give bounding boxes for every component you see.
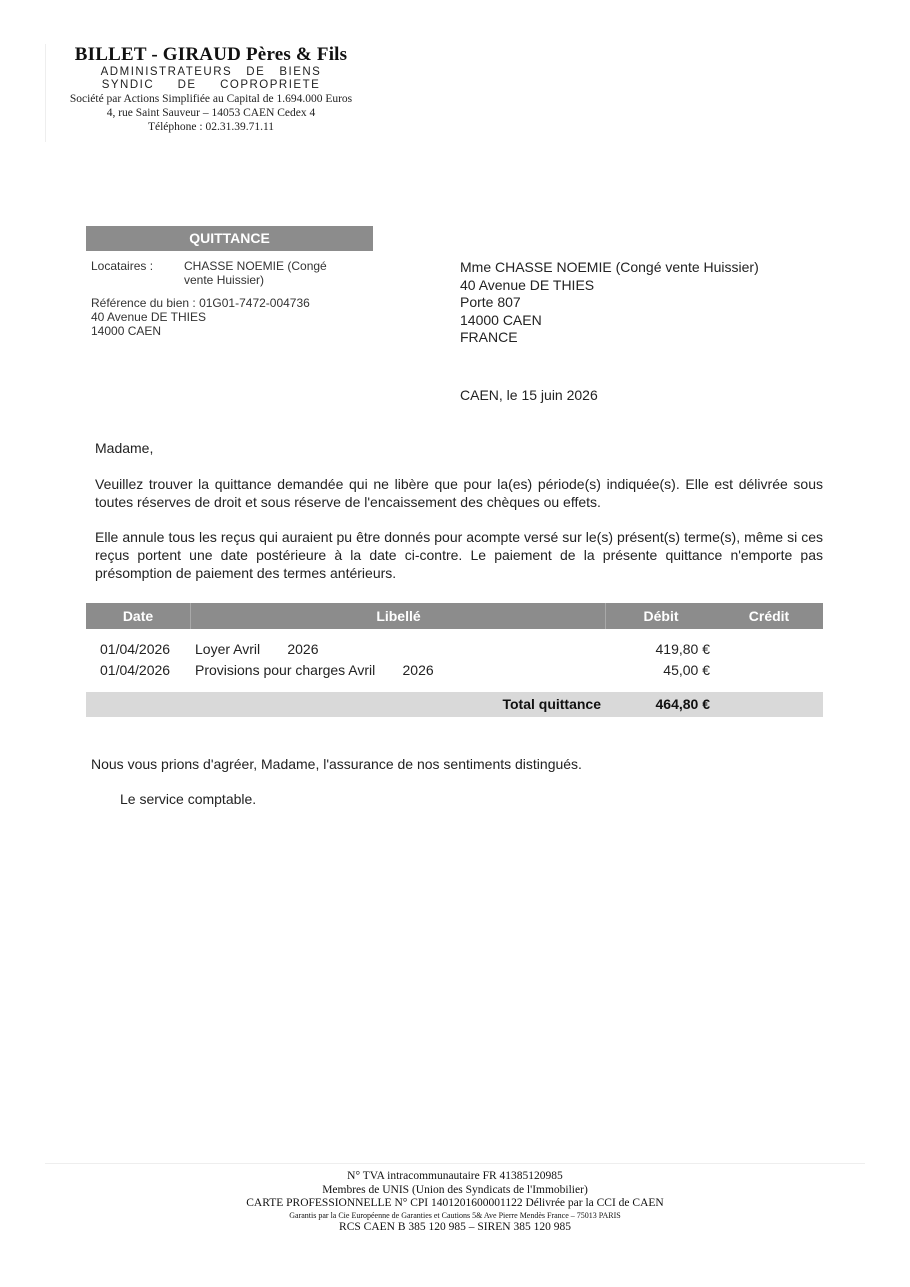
- footer-membership: Membres de UNIS (Union des Syndicats de l'Immobilier): [322, 1183, 588, 1196]
- row-libelle: Provisions pour charges Avril 2026: [195, 662, 434, 678]
- property-ref-line: Référence du bien : 01G01-7472-004736: [91, 296, 310, 310]
- column-header-libelle: Libellé: [190, 603, 606, 629]
- recipient-street: 40 Avenue DE THIES: [460, 276, 595, 293]
- total-label: Total quittance: [502, 696, 601, 712]
- company-phone: Téléphone : 02.31.39.71.11: [147, 121, 275, 133]
- letter-date: CAEN, le 15 juin 2026: [460, 387, 598, 403]
- row-debit: 419,80 €: [655, 641, 710, 657]
- recipient-city: 14000 CAEN: [460, 311, 542, 328]
- total-amount: 464,80 €: [655, 696, 710, 712]
- property-street: 40 Avenue DE THIES: [91, 310, 206, 324]
- column-header-credit: Crédit: [748, 608, 790, 624]
- signoff: Le service comptable.: [120, 791, 257, 807]
- table-header: [86, 603, 823, 629]
- row-date: 01/04/2026: [100, 641, 171, 657]
- recipient-unit: Porte 807: [460, 294, 521, 310]
- paragraph-2: Elle annule tous les reçus qui auraient pu être donnés pour acompte versé sur le(s) présent(s) terme(s), même si ces reçus portent une date postérieure à la date ci-contre. Le paiement de la présente quittance n'emporte pas présomption de paiement des termes antérieurs.: [95, 529, 823, 581]
- paragraph-1: Veuillez trouver la quittance demandée qui ne libère que pour la(es) période(s) indiquée(s). Elle est délivrée sous toutes réserves de droit et sous réserve de l'encaissement des chèques ou effets.: [95, 476, 823, 510]
- closing-text: Nous vous prions d'agréer, Madame, l'assurance de nos sentiments distingués.: [91, 756, 582, 772]
- footer-license: CARTE PROFESSIONNELLE N° CPI 1401201600001122 Délivrée par la CCI de CAEN: [246, 1197, 664, 1209]
- quittance-title: QUITTANCE: [86, 226, 373, 251]
- footer-guarantee: Garantis par la Cie Européenne de Garanties et Cautions 5& Ave Pierre Mendès France – 75013 PARIS: [289, 1210, 621, 1220]
- tenant-name: CHASSE NOEMIE (Congé vente Huissier): [184, 259, 327, 287]
- footer-vat: N° TVA intracommunautaire FR 41385120985: [347, 1170, 563, 1182]
- table-row: [86, 662, 823, 682]
- company-role-2: SYNDIC DE COPROPRIETE: [101, 79, 321, 91]
- row-debit: 45,00 €: [663, 662, 710, 678]
- company-address: 4, rue Saint Sauveur – 14053 CAEN Cedex 4: [106, 107, 316, 119]
- property-city: 14000 CAEN: [91, 324, 162, 338]
- footer-rcs: RCS CAEN B 385 120 985 – SIREN 385 120 985: [339, 1220, 571, 1233]
- column-header-date: Date: [122, 608, 154, 624]
- company-header: [45, 44, 376, 142]
- column-header-debit: Débit: [605, 603, 716, 629]
- tenant-label: Locataires :: [91, 259, 154, 273]
- recipient-name: Mme CHASSE NOEMIE (Congé vente Huissier): [460, 259, 759, 275]
- table-row: [86, 641, 823, 661]
- property-reference: [91, 296, 310, 338]
- recipient-address: [460, 259, 759, 347]
- row-date: 01/04/2026: [100, 662, 171, 678]
- footer: [45, 1163, 865, 1234]
- salutation: Madame,: [95, 440, 154, 456]
- recipient-country: FRANCE: [460, 329, 518, 345]
- company-role-1: ADMINISTRATEURS DE BIENS: [100, 66, 322, 78]
- total-row: [86, 692, 823, 717]
- company-name: BILLET - GIRAUD Pères & Fils: [74, 44, 348, 65]
- row-libelle: Loyer Avril 2026: [195, 641, 319, 657]
- company-capital: Société par Actions Simplifiée au Capital de 1.694.000 Euros: [69, 93, 353, 105]
